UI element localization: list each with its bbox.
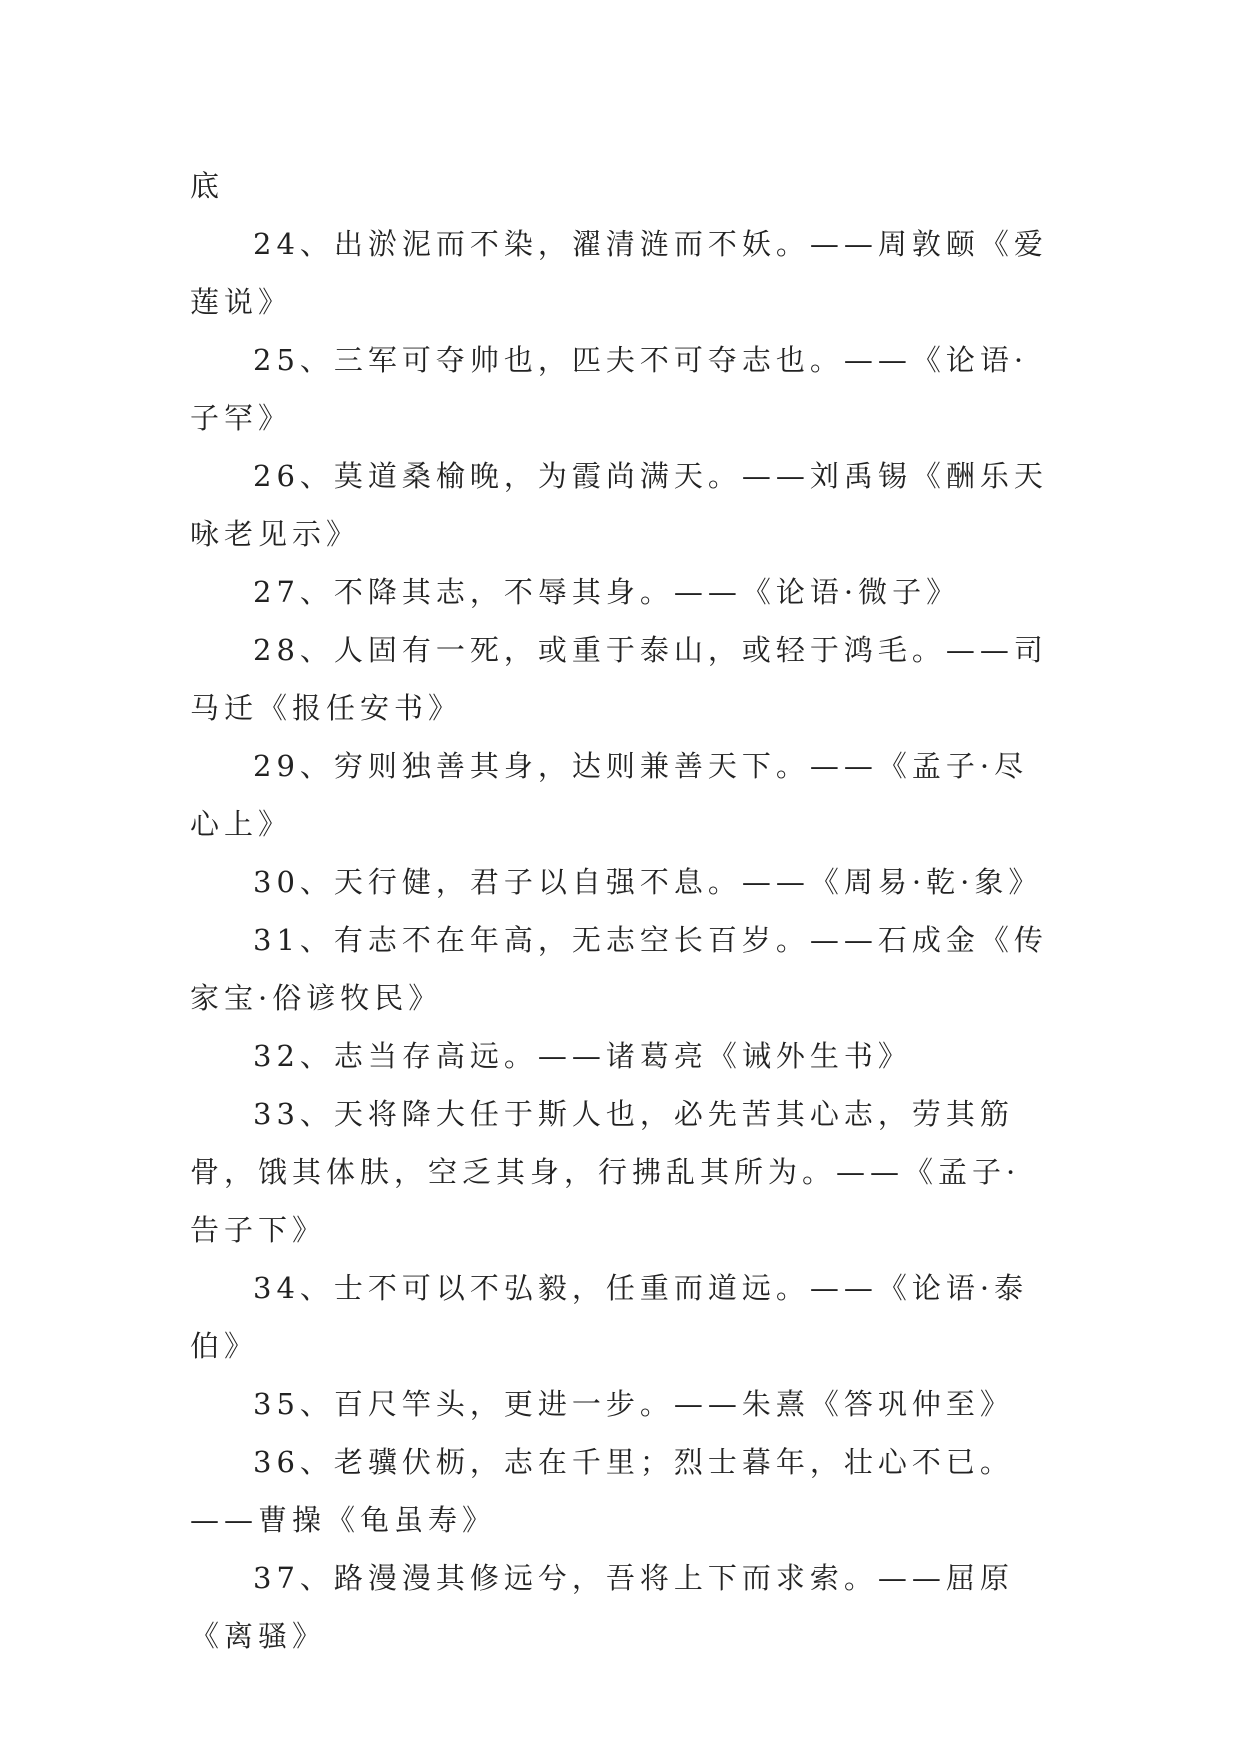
quote-item-28: 28、人固有一死，或重于泰山，或轻于鸿毛。——司马迁《报任安书》 xyxy=(190,633,1048,725)
quote-item-31: 31、有志不在年高，无志空长百岁。——石成金《传家宝·俗谚牧民》 xyxy=(190,923,1048,1015)
quote-item-32: 32、志当存高远。——诸葛亮《诫外生书》 xyxy=(253,1039,912,1073)
quote-item-27: 27、不降其志，不辱其身。——《论语·微子》 xyxy=(253,575,961,609)
quote-item-35: 35、百尺竿头，更进一步。——朱熹《答巩仲至》 xyxy=(253,1387,1014,1421)
quote-item-29: 29、穷则独善其身，达则兼善天下。——《孟子·尽心上》 xyxy=(190,749,1029,841)
quote-item-30: 30、天行健，君子以自强不息。——《周易·乾·象》 xyxy=(253,865,1043,899)
quote-item-36: 36、老骥伏枥，志在千里；烈士暮年，壮心不已。——曹操《龟虽寿》 xyxy=(190,1445,1014,1537)
quote-item-34: 34、士不可以不弘毅，任重而道远。——《论语·泰伯》 xyxy=(190,1271,1029,1363)
quote-item-25: 25、三军可夺帅也，匹夫不可夺志也。——《论语·子罕》 xyxy=(190,343,1029,435)
quote-item-33: 33、天将降大任于斯人也，必先苦其心志，劳其筋骨，饿其体肤，空乏其身，行拂乱其所为。——《孟子·告子下》 xyxy=(190,1097,1021,1247)
quote-list xyxy=(190,157,1050,1665)
quote-item-37: 37、路漫漫其修远兮，吾将上下而求索。——屈原《离骚》 xyxy=(190,1561,1014,1653)
continuation-line: 底 xyxy=(190,169,225,203)
quote-item-24: 24、出淤泥而不染，濯清涟而不妖。——周敦颐《爱莲说》 xyxy=(190,227,1048,319)
quote-item-26: 26、莫道桑榆晚，为霞尚满天。——刘禹锡《酬乐天咏老见示》 xyxy=(190,459,1048,551)
